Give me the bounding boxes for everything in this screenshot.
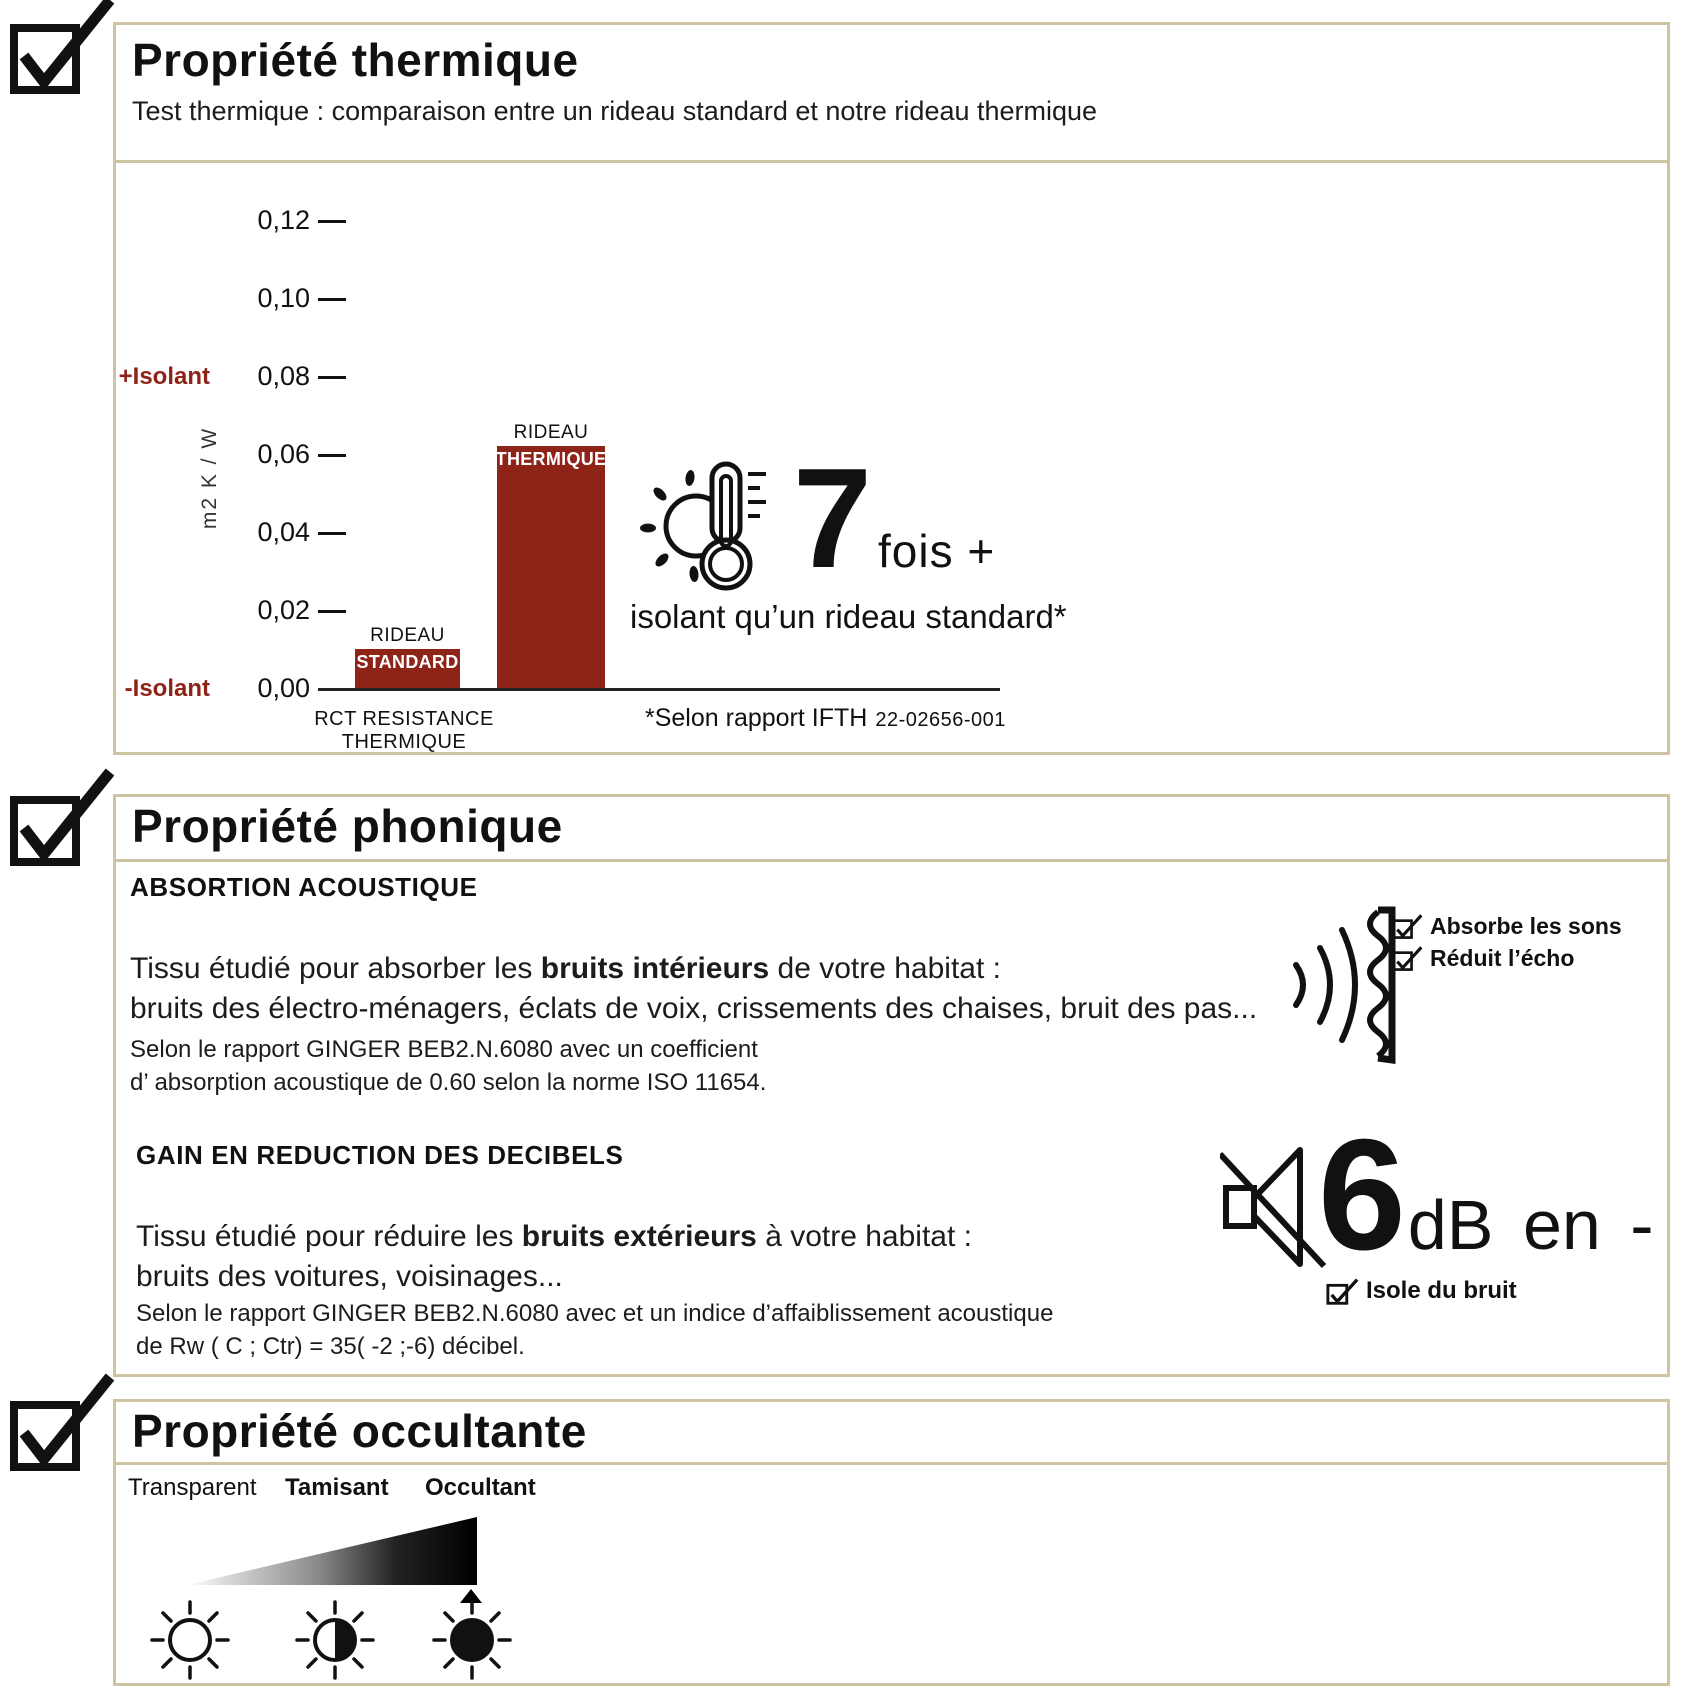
section-title: Propriété phonique — [132, 800, 563, 852]
y-tick-mark — [318, 220, 346, 223]
absorbe-les-sons-row — [1392, 912, 1622, 940]
x-axis-line — [318, 688, 1000, 691]
seven-number: 7 — [793, 439, 872, 598]
y-axis-unit-label: m2 K / W — [198, 426, 221, 530]
minus-isolant-label: -Isolant — [124, 675, 210, 702]
bar-label-inside: STANDARD — [356, 652, 459, 672]
isole-du-bruit-row — [1326, 1276, 1517, 1306]
y-tick-label: 0,00 — [257, 673, 310, 703]
label-transparent: Transparent — [128, 1474, 257, 1501]
bar-rideau-thermique — [497, 422, 605, 688]
text: Tissu étudié pour réduire les — [136, 1220, 522, 1253]
y-tick-label: 0,06 — [257, 439, 310, 469]
y-tick-mark — [318, 454, 346, 457]
y-tick-label: 0,02 — [257, 595, 310, 625]
thermique-header — [116, 25, 1667, 163]
six-suffix: dB en - — [1407, 1186, 1654, 1264]
bar-label-top: RIDEAU — [370, 625, 445, 646]
six-db-highlight — [1318, 1107, 1654, 1283]
phonique-header — [116, 797, 1667, 862]
checked-checkbox-icon — [6, 0, 116, 100]
absorption-heading: ABSORTION ACOUSTIQUE — [130, 872, 478, 902]
footnote-code: 22-02656-001 — [875, 709, 1006, 731]
reduction-line2: bruits des voitures, voisinages... — [136, 1260, 563, 1293]
label-occultant: Occultant — [425, 1474, 536, 1501]
checked-checkbox-icon — [6, 1367, 116, 1477]
absorption-line2: bruits des électro-ménagers, éclats de voix, crissements des chaises, bruit des pas... — [130, 992, 1258, 1025]
reduit-echo-row — [1392, 944, 1574, 972]
y-tick-label: 0,12 — [257, 205, 310, 235]
reduction-line1 — [136, 1220, 972, 1254]
text-bold: bruits intérieurs — [540, 952, 770, 985]
text-bold: bruits extérieurs — [521, 1220, 757, 1253]
muted-speaker-icon — [1220, 1142, 1328, 1272]
y-tick-label: 0,04 — [257, 517, 310, 547]
bar-standard — [355, 649, 460, 688]
occultante-header — [116, 1402, 1667, 1465]
section-title: Propriété thermique — [132, 34, 579, 86]
y-tick-mark — [318, 532, 346, 535]
seven-caption: isolant qu’un rideau standard* — [630, 598, 1067, 635]
six-number: 6 — [1318, 1107, 1406, 1283]
bar-label-top: RIDEAU — [513, 422, 589, 443]
section-title: Propriété occultante — [132, 1405, 587, 1457]
sun-open-icon — [148, 1598, 232, 1682]
y-tick-mark — [318, 298, 346, 301]
sound-waves-curtain-icon — [1278, 900, 1398, 1070]
check-label: Isole du bruit — [1366, 1277, 1517, 1304]
footnote-text: *Selon rapport IFTH — [645, 704, 868, 732]
checked-checkbox-icon — [6, 762, 116, 872]
y-tick-mark — [318, 376, 346, 379]
bar-thermique — [497, 446, 605, 688]
label-tamisant: Tamisant — [285, 1474, 389, 1501]
check-label: Absorbe les sons — [1430, 912, 1622, 939]
checked-checkbox-icon — [1392, 944, 1424, 972]
sun-half-icon — [293, 1598, 377, 1682]
absorption-line1 — [130, 952, 1001, 986]
x-axis-caption: RCT RESISTANCE THERMIQUE — [314, 708, 494, 753]
seven-suffix: fois + — [877, 525, 996, 577]
bar-rideau-standard — [355, 625, 460, 688]
checked-checkbox-icon — [1392, 912, 1424, 940]
checked-checkbox-icon — [1326, 1276, 1360, 1306]
reduction-line4: de Rw ( C ; Ctr) = 35( -2 ;-6) décibel. — [136, 1333, 525, 1360]
text: à votre habitat : — [756, 1220, 972, 1253]
check-label: Réduit l’écho — [1430, 944, 1575, 971]
reduction-heading: GAIN EN REDUCTION DES DECIBELS — [136, 1140, 624, 1170]
footnote — [645, 704, 1006, 733]
reduction-line3: Selon le rapport GINGER BEB2.N.6080 avec et un indice d’affaiblissement acoustique — [136, 1300, 1054, 1327]
text: de votre habitat : — [769, 952, 1001, 985]
seven-times-highlight — [793, 439, 996, 598]
absorption-line4: d’ absorption acoustique de 0.60 selon la norme ISO 11654. — [130, 1069, 767, 1096]
y-tick-label: 0,08 — [257, 361, 310, 391]
section-thermique — [113, 22, 1670, 755]
absorption-line3: Selon le rapport GINGER BEB2.N.6080 avec un coefficient — [130, 1036, 758, 1063]
text: Tissu étudié pour absorber les — [130, 952, 541, 985]
plus-isolant-label: +Isolant — [118, 363, 210, 390]
section-subtitle: Test thermique : comparaison entre un rideau standard et notre rideau thermique — [132, 95, 1098, 126]
y-tick-label: 0,10 — [257, 283, 310, 313]
sun-filled-icon — [430, 1598, 514, 1682]
sun-thermometer-icon — [638, 458, 770, 600]
y-tick-mark — [318, 610, 346, 613]
bar-label-inside: THERMIQUE — [495, 449, 607, 469]
